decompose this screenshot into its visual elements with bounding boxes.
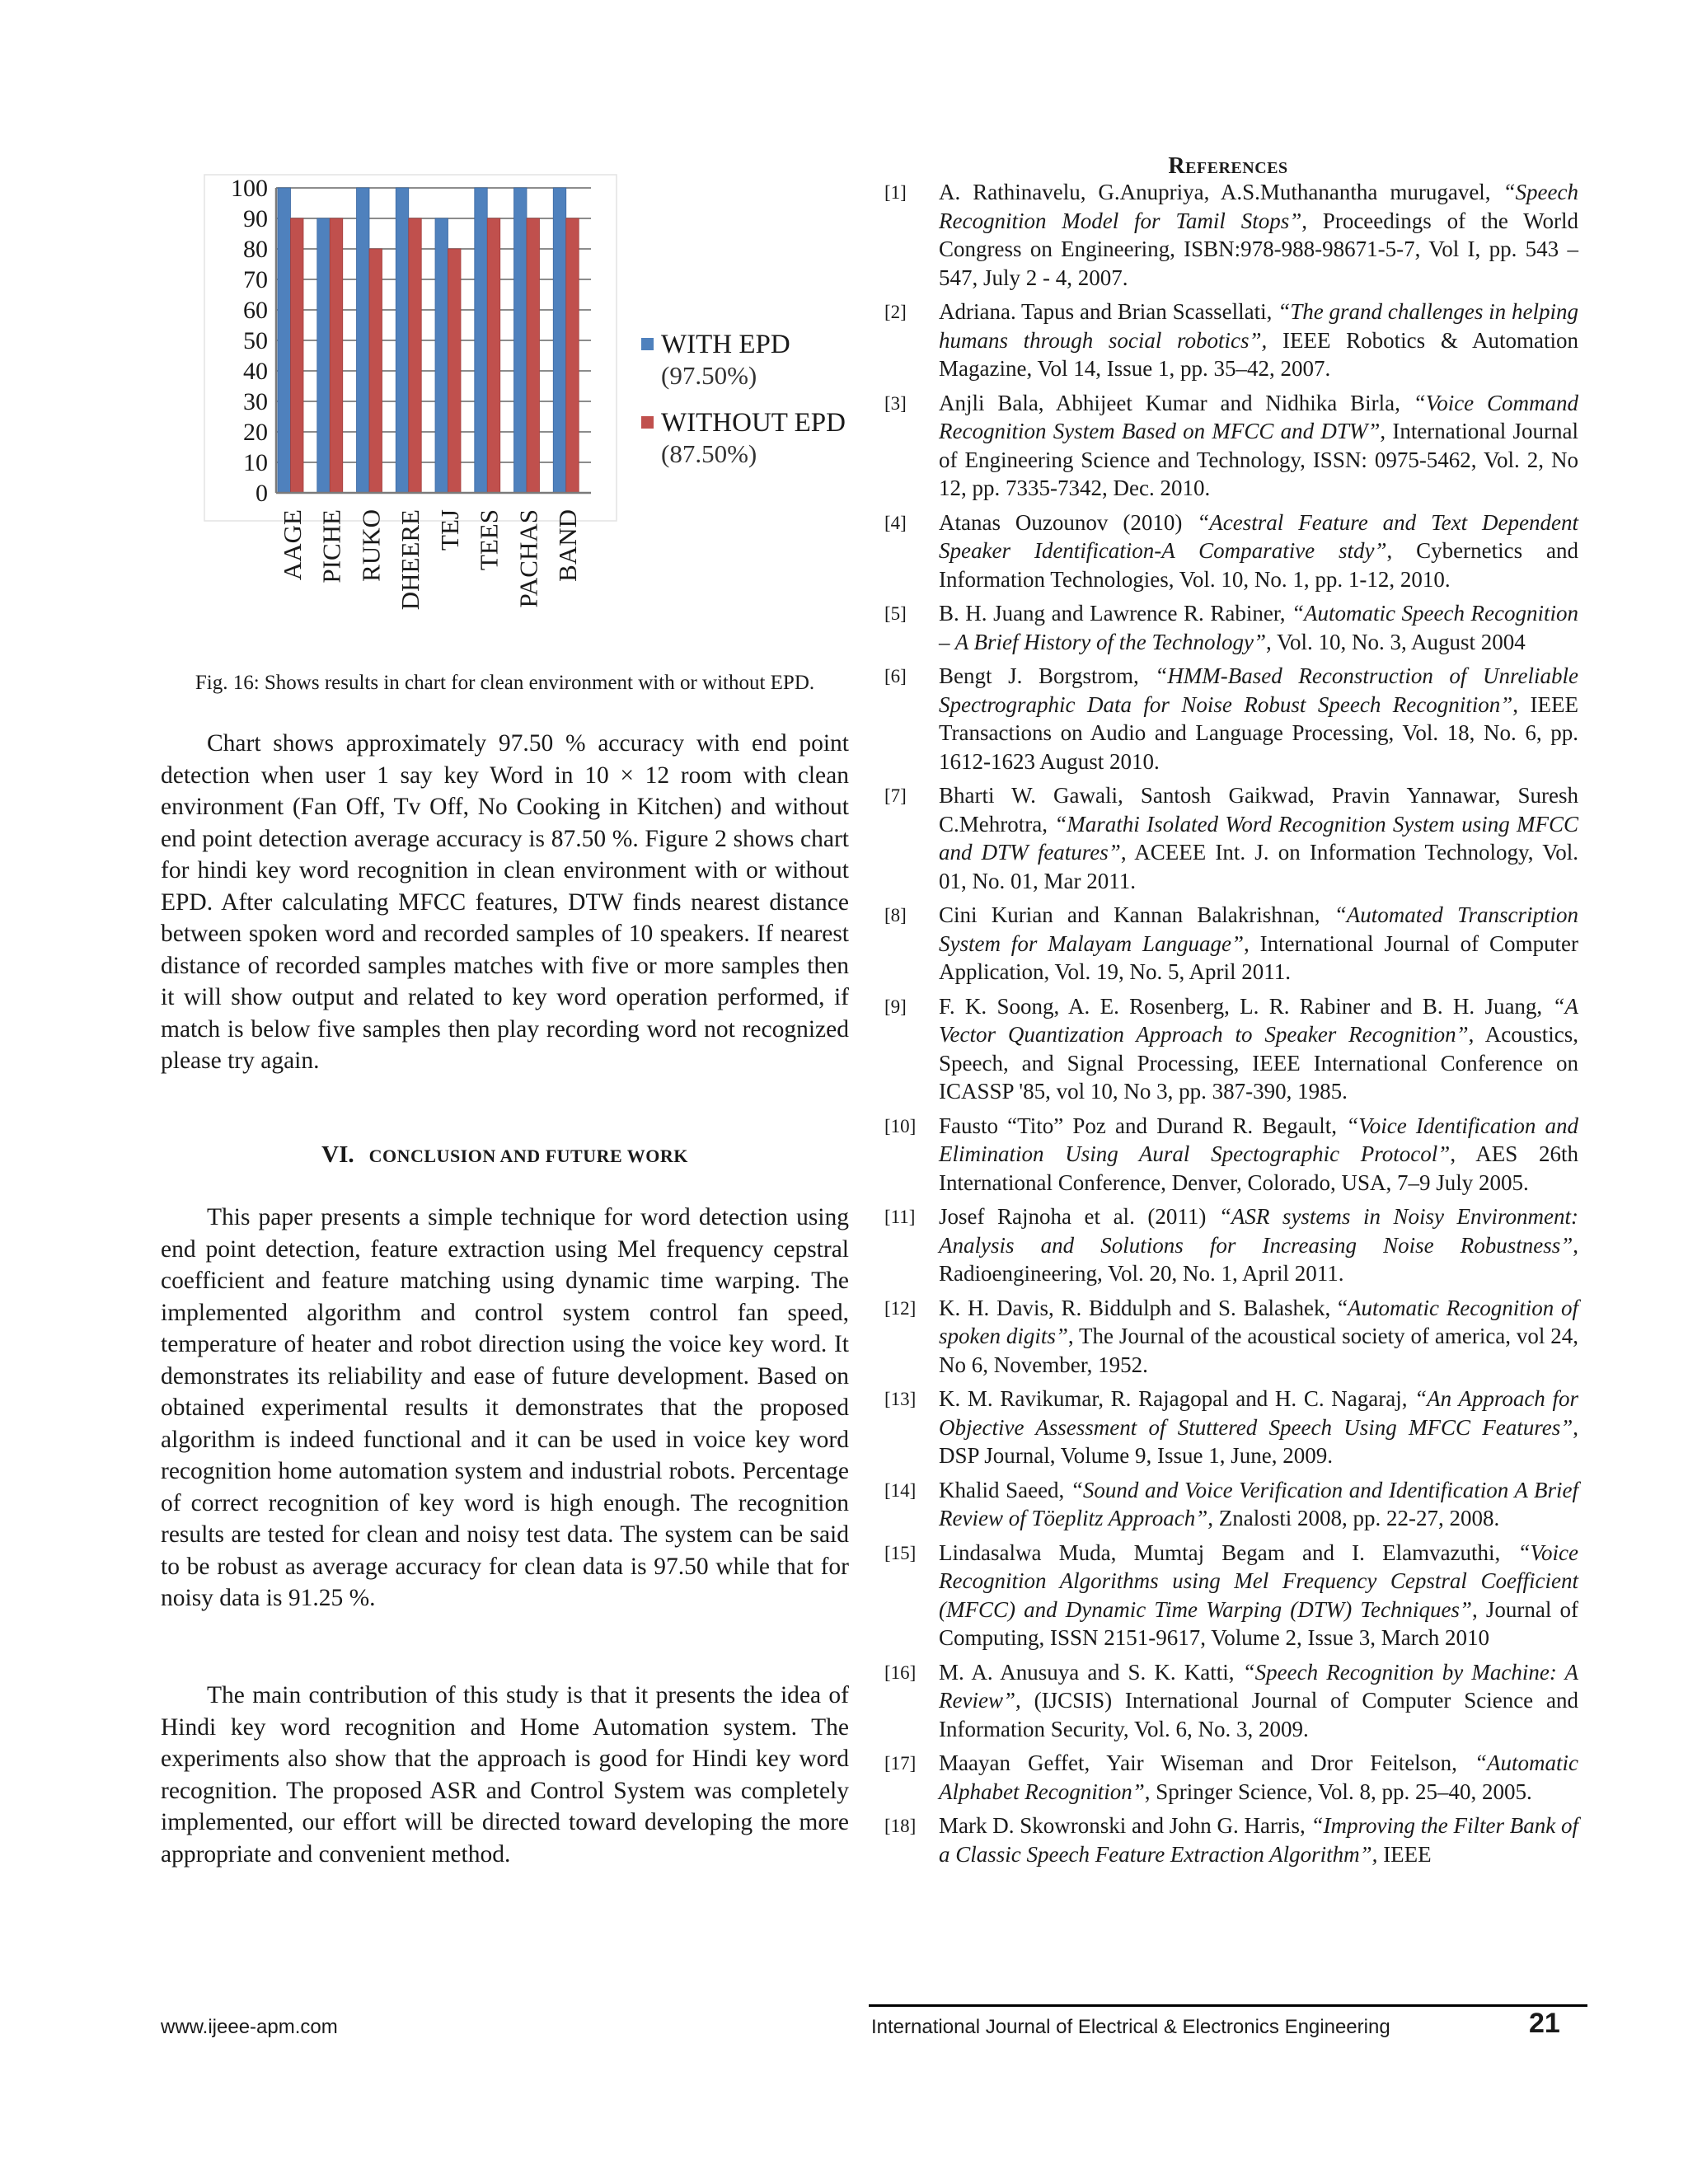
footer-journal-name: International Journal of Electrical & Electronics Engineering <box>871 2016 1390 2038</box>
reference-title: “Voice Identification and Elimination Using Aural Spectographic Protocol” <box>939 1113 1579 1166</box>
y-tick-label: 90 <box>243 205 268 232</box>
bar-without-epd-ruko <box>369 249 382 493</box>
bar-without-epd-dheere <box>409 218 422 493</box>
bar-without-epd-aage <box>291 218 304 493</box>
reference-authors: Fausto “Tito” Poz and Durand R. Begault, <box>939 1113 1347 1138</box>
paragraph-text: The main contribution of this study is that it presents the idea of Hindi key word recognition and Home Automation system. The experiments also show that the approach is good for Hindi key word recognition. The proposed ASR and Control System was completely implemented, our effort will be directed toward developing the more appropriate and convenient method. <box>161 1682 849 1868</box>
legend-swatch <box>641 338 654 350</box>
y-tick-label: 60 <box>243 297 268 324</box>
reference-number: [3] <box>884 392 907 414</box>
reference-number: [12] <box>884 1297 917 1319</box>
reference-authors: Bengt J. Borgstrom, <box>939 663 1156 688</box>
conclusion-paragraph-2 <box>161 1680 849 1870</box>
reference-item <box>884 992 1578 1106</box>
reference-number: [4] <box>884 512 907 533</box>
reference-text <box>939 781 1578 895</box>
reference-number: [7] <box>884 785 907 806</box>
reference-source: , Journal of Computing, ISSN 2151-9617, Volume 2, Issue 3, March 2010 <box>939 1596 1578 1650</box>
bar-chart <box>190 173 865 663</box>
conclusion-paragraph-1 <box>161 1202 849 1615</box>
reference-source: IEEE Robotics & Automation Magazine, Vol 14, Issue 1, pp. 35–42, 2007. <box>939 327 1578 381</box>
reference-title: “Voice Command Recognition System Based on MFCC and DTW” <box>939 390 1578 443</box>
bar-with-epd-tej <box>435 218 448 493</box>
reference-text <box>939 509 1578 594</box>
reference-source: , Proceedings of the World Congress on Engineering, ISBN:978-988-98671-5-7, Vol I, pp. 543 – 547, July 2 - 4, 2007. <box>939 208 1578 290</box>
results-paragraph <box>161 728 849 1077</box>
reference-text <box>939 1202 1578 1288</box>
reference-title: “A Vector Quantization Approach to Speaker Recognition” <box>939 993 1578 1047</box>
reference-item <box>884 389 1578 503</box>
y-tick-label: 80 <box>243 236 268 263</box>
y-tick-label: 10 <box>243 449 268 476</box>
reference-item <box>884 1749 1578 1806</box>
reference-number: [18] <box>884 1816 917 1836</box>
figure-16-chart <box>190 173 865 663</box>
reference-authors: Atanas Ouzounov (2010) <box>939 509 1198 535</box>
x-tick-label: PICHE <box>316 509 346 583</box>
reference-number: [17] <box>884 1753 917 1774</box>
reference-title: “ASR systems in Noisy Environment: Analysis and Solutions for Increasing Noise Robustness” <box>939 1204 1579 1258</box>
references-heading: References <box>1168 153 1288 179</box>
x-tick-label: AAGE <box>277 509 307 581</box>
reference-authors: Lindasalwa Muda, Mumtaj Begam and I. Elamvazuthi, <box>939 1540 1518 1565</box>
reference-text <box>939 1811 1578 1868</box>
reference-source: , Vol. 10, No. 3, August 2004 <box>1266 629 1526 654</box>
reference-source: , The Journal of the acoustical society of america, vol 24, No 6, November, 1952. <box>939 1324 1579 1377</box>
reference-item <box>884 1294 1578 1380</box>
bar-without-epd-tej <box>448 249 462 493</box>
reference-title: “Speech Recognition Model for Tamil Stops” <box>939 180 1578 233</box>
reference-authors: Cini Kurian and Kannan Balakrishnan, <box>939 902 1334 927</box>
paragraph-text: This paper presents a simple technique for word detection using end point detection, feature extraction using Mel frequency cepstral coefficient and feature matching using dynamic time warping. The implemented algorithm and control system control fan speed, temperature of heater and robot direction using the voice key word. It demonstrates its reliability and ease of future development. Based on obtained experimental results it demonstrates that the proposed algorithm is indeed functional and it can be used in voice key word recognition home automation system and industrial robots. Percentage of correct recognition of key word is high enough. The recognition results are tested for clean and noisy test data. The system can be said to be robust as average accuracy for clean data is 97.50 while that for noisy data is 91.25 %. <box>161 1204 849 1611</box>
reference-number: [8] <box>884 905 907 926</box>
y-tick-label: 100 <box>231 175 268 202</box>
reference-item <box>884 1539 1578 1652</box>
reference-authors: Anjli Bala, Abhijeet Kumar and Nidhika Birla, <box>939 390 1414 415</box>
reference-authors: Josef Rajnoha et al. (2011) <box>939 1204 1219 1229</box>
reference-item <box>884 509 1578 594</box>
bar-with-epd-aage <box>278 188 291 493</box>
reference-title: “Speech Recognition by Machine: A Review” <box>939 1659 1578 1713</box>
x-tick-label: TEES <box>474 509 504 571</box>
reference-authors: Adriana. Tapus and Brian Scassellati, <box>939 299 1278 324</box>
reference-item <box>884 1202 1578 1288</box>
x-tick-label: PACHAS <box>513 509 543 608</box>
reference-text <box>939 298 1578 383</box>
footer-rule <box>869 2004 1587 2007</box>
reference-title: “Voice Recognition Algorithms using Mel Frequency Cepstral Coefficient (MFCC) and Dynamic Time Warping (DTW) Techniques” <box>939 1540 1578 1622</box>
figure-caption: Fig. 16: Shows results in chart for clean environment with or without EPD. <box>195 672 815 694</box>
reference-authors: K. M. Ravikumar, R. Rajagopal and H. C. Nagaraj, <box>939 1386 1415 1411</box>
reference-number: [6] <box>884 666 907 687</box>
reference-title: “Improving the Filter Bank of a Classic Speech Feature Extraction Algorithm”, <box>939 1813 1578 1867</box>
reference-authors: Mark D. Skowronski and John G. Harris, <box>939 1813 1311 1838</box>
reference-source: , DSP Journal, Volume 9, Issue 1, June, 2009. <box>939 1414 1578 1468</box>
reference-authors: Khalid Saeed, <box>939 1477 1071 1502</box>
bar-with-epd-pachas <box>514 188 528 493</box>
reference-item <box>884 781 1578 895</box>
reference-title: “Automated Transcription System for Malayam Language” <box>939 902 1578 956</box>
x-tick-label: RUKO <box>356 509 386 582</box>
bar-with-epd-ruko <box>357 188 370 493</box>
reference-item <box>884 298 1578 383</box>
reference-text <box>939 1539 1578 1652</box>
reference-text <box>939 1112 1578 1197</box>
y-tick-label: 50 <box>243 327 268 354</box>
legend-swatch <box>641 416 654 429</box>
reference-number: [1] <box>884 182 907 203</box>
x-tick-label: DHEERE <box>396 509 425 611</box>
y-tick-label: 0 <box>256 480 268 507</box>
reference-item <box>884 1112 1578 1197</box>
legend-sublabel: (87.50%) <box>661 439 757 468</box>
reference-text <box>939 662 1578 776</box>
bar-with-epd-piche <box>317 218 331 493</box>
reference-title: “Marathi Isolated Word Recognition System using MFCC and DTW features” <box>939 811 1578 865</box>
x-tick-label: TEJ <box>434 509 464 551</box>
reference-text <box>939 1294 1578 1380</box>
section-number: VI. <box>321 1141 354 1168</box>
legend-sublabel: (97.50%) <box>661 361 757 390</box>
y-tick-label: 30 <box>243 388 268 415</box>
reference-authors: B. H. Juang and Lawrence R. Rabiner, <box>939 601 1292 626</box>
reference-source: , (IJCSIS) International Journal of Computer Science and Information Security, Vol. 6, No. 3, 2009. <box>939 1688 1578 1741</box>
bar-without-epd-piche <box>330 218 343 493</box>
reference-item <box>884 1658 1578 1744</box>
reference-item <box>884 1476 1578 1533</box>
reference-authors: F. K. Soong, A. E. Rosenberg, L. R. Rabiner and B. H. Juang, <box>939 993 1553 1019</box>
reference-authors: A. Rathinavelu, G.Anupriya, A.S.Muthanantha murugavel, <box>939 180 1503 204</box>
y-tick-label: 20 <box>243 419 268 446</box>
footer-website[interactable]: www.ijeee-apm.com <box>161 2016 338 2038</box>
reference-number: [2] <box>884 302 907 322</box>
bar-without-epd-pachas <box>527 218 540 493</box>
reference-source: , Cybernetics and Information Technologies, Vol. 10, No. 1, pp. 1-12, 2010. <box>939 538 1578 592</box>
reference-item <box>884 1385 1578 1470</box>
reference-number: [11] <box>884 1207 916 1227</box>
section-title: CONCLUSION AND FUTURE WORK <box>368 1146 688 1166</box>
bar-without-epd-band <box>566 218 579 493</box>
reference-item <box>884 1811 1578 1868</box>
reference-source: , AES 26th International Conference, Denver, Colorado, USA, 7–9 July 2005. <box>939 1141 1578 1195</box>
reference-title: Automatic Recognition of spoken digits” <box>939 1295 1578 1348</box>
y-tick-label: 40 <box>243 358 268 385</box>
reference-text <box>939 992 1578 1106</box>
bar-without-epd-tees <box>487 218 500 493</box>
reference-number: [15] <box>884 1542 917 1563</box>
bar-with-epd-tees <box>475 188 488 493</box>
reference-text <box>939 389 1578 503</box>
reference-item <box>884 178 1578 292</box>
reference-number: [13] <box>884 1389 917 1409</box>
reference-item <box>884 662 1578 776</box>
reference-authors: M. A. Anusuya and S. K. Katti, <box>939 1659 1243 1685</box>
reference-text <box>939 1476 1578 1533</box>
reference-text <box>939 1658 1578 1744</box>
references-list <box>884 178 1578 1874</box>
reference-source: , Springer Science, Vol. 8, pp. 25–40, 2005. <box>1144 1779 1532 1804</box>
reference-number: [9] <box>884 996 907 1017</box>
reference-source: , Znalosti 2008, pp. 22-27, 2008. <box>1207 1506 1500 1530</box>
reference-item <box>884 901 1578 987</box>
reference-title: “Automatic Speech Recognition – A Brief History of the Technology” <box>939 601 1578 654</box>
section-heading <box>161 1141 849 1169</box>
reference-title: “An Approach for Objective Assessment of Stuttered Speech Using MFCC Features” <box>939 1386 1578 1440</box>
reference-source: , ACEEE Int. J. on Information Technology, Vol. 01, No. 01, Mar 2011. <box>939 840 1578 893</box>
reference-text <box>939 1385 1578 1470</box>
reference-number: [10] <box>884 1115 917 1137</box>
reference-item <box>884 599 1578 656</box>
reference-source: IEEE <box>1377 1841 1432 1867</box>
reference-source: , International Journal of Computer Application, Vol. 19, No. 5, April 2011. <box>939 930 1579 984</box>
reference-number: [5] <box>884 603 907 624</box>
reference-number: [14] <box>884 1479 917 1501</box>
reference-title: “The grand challenges in helping humans through social robotics”, <box>939 299 1578 353</box>
x-tick-label: BAND <box>553 509 583 582</box>
legend-label: WITHOUT EPD <box>661 408 846 438</box>
reference-text <box>939 901 1578 987</box>
reference-text <box>939 178 1578 292</box>
y-tick-label: 70 <box>243 266 268 293</box>
reference-source: , International Journal of Engineering Science and Technology, ISSN: 0975-5462, Vol. 2, No 12, pp. 7335-7342, Dec. 2010. <box>939 419 1578 500</box>
reference-title: “HMM-Based Reconstruction of Unreliable Spectrographic Data for Noise Robust Speech Recognition” <box>939 663 1578 717</box>
reference-authors: Bharti W. Gawali, Santosh Gaikwad, Pravin Yannawar, Suresh C.Mehrotra, <box>939 783 1578 837</box>
reference-source: , IEEE Transactions on Audio and Language Processing, Vol. 18, No. 6, pp. 1612-1623 August 2010. <box>939 691 1578 774</box>
reference-authors: Maayan Geffet, Yair Wiseman and Dror Feitelson, <box>939 1750 1475 1775</box>
reference-title: “Acestral Feature and Text Dependent Speaker Identification-A Comparative stdy” <box>939 509 1578 563</box>
reference-title: “Automatic Alphabet Recognition” <box>939 1750 1578 1804</box>
reference-authors: K. H. Davis, R. Biddulph and S. Balashek, “ <box>939 1295 1348 1320</box>
legend-label: WITH EPD <box>661 330 790 359</box>
reference-title: “Sound and Voice Verification and Identification A Brief Review of Töeplitz Approach” <box>939 1477 1578 1530</box>
paragraph-text: Chart shows approximately 97.50 % accuracy with end point detection when user 1 say key Word in 10 × 12 room with clean environment (Fan Off, Tv Off, No Cooking in Kitchen) and without end point detection average accuracy is 87.50 %. Figure 2 shows chart for hindi key word recognition in clean environment with or without EPD. After calculating MFCC features, DTW finds nearest distance between spoken word and recorded samples of 10 speakers. If nearest distance of recorded samples matches with five or more samples then it will show output and related to key word operation performed, if match is below five samples then play recording word not recognized please try again. <box>161 730 849 1074</box>
bar-with-epd-band <box>553 188 566 493</box>
bar-with-epd-dheere <box>396 188 409 493</box>
reference-text <box>939 1749 1578 1806</box>
reference-text <box>939 599 1578 656</box>
page-number: 21 <box>1529 2008 1560 2039</box>
reference-source: , Radioengineering, Vol. 20, No. 1, April 2011. <box>939 1232 1578 1286</box>
reference-number: [16] <box>884 1661 917 1683</box>
reference-source: , Acoustics, Speech, and Signal Processing, IEEE International Conference on ICASSP '85, vol 10, No 3, pp. 387-390, 1985. <box>939 1022 1578 1104</box>
